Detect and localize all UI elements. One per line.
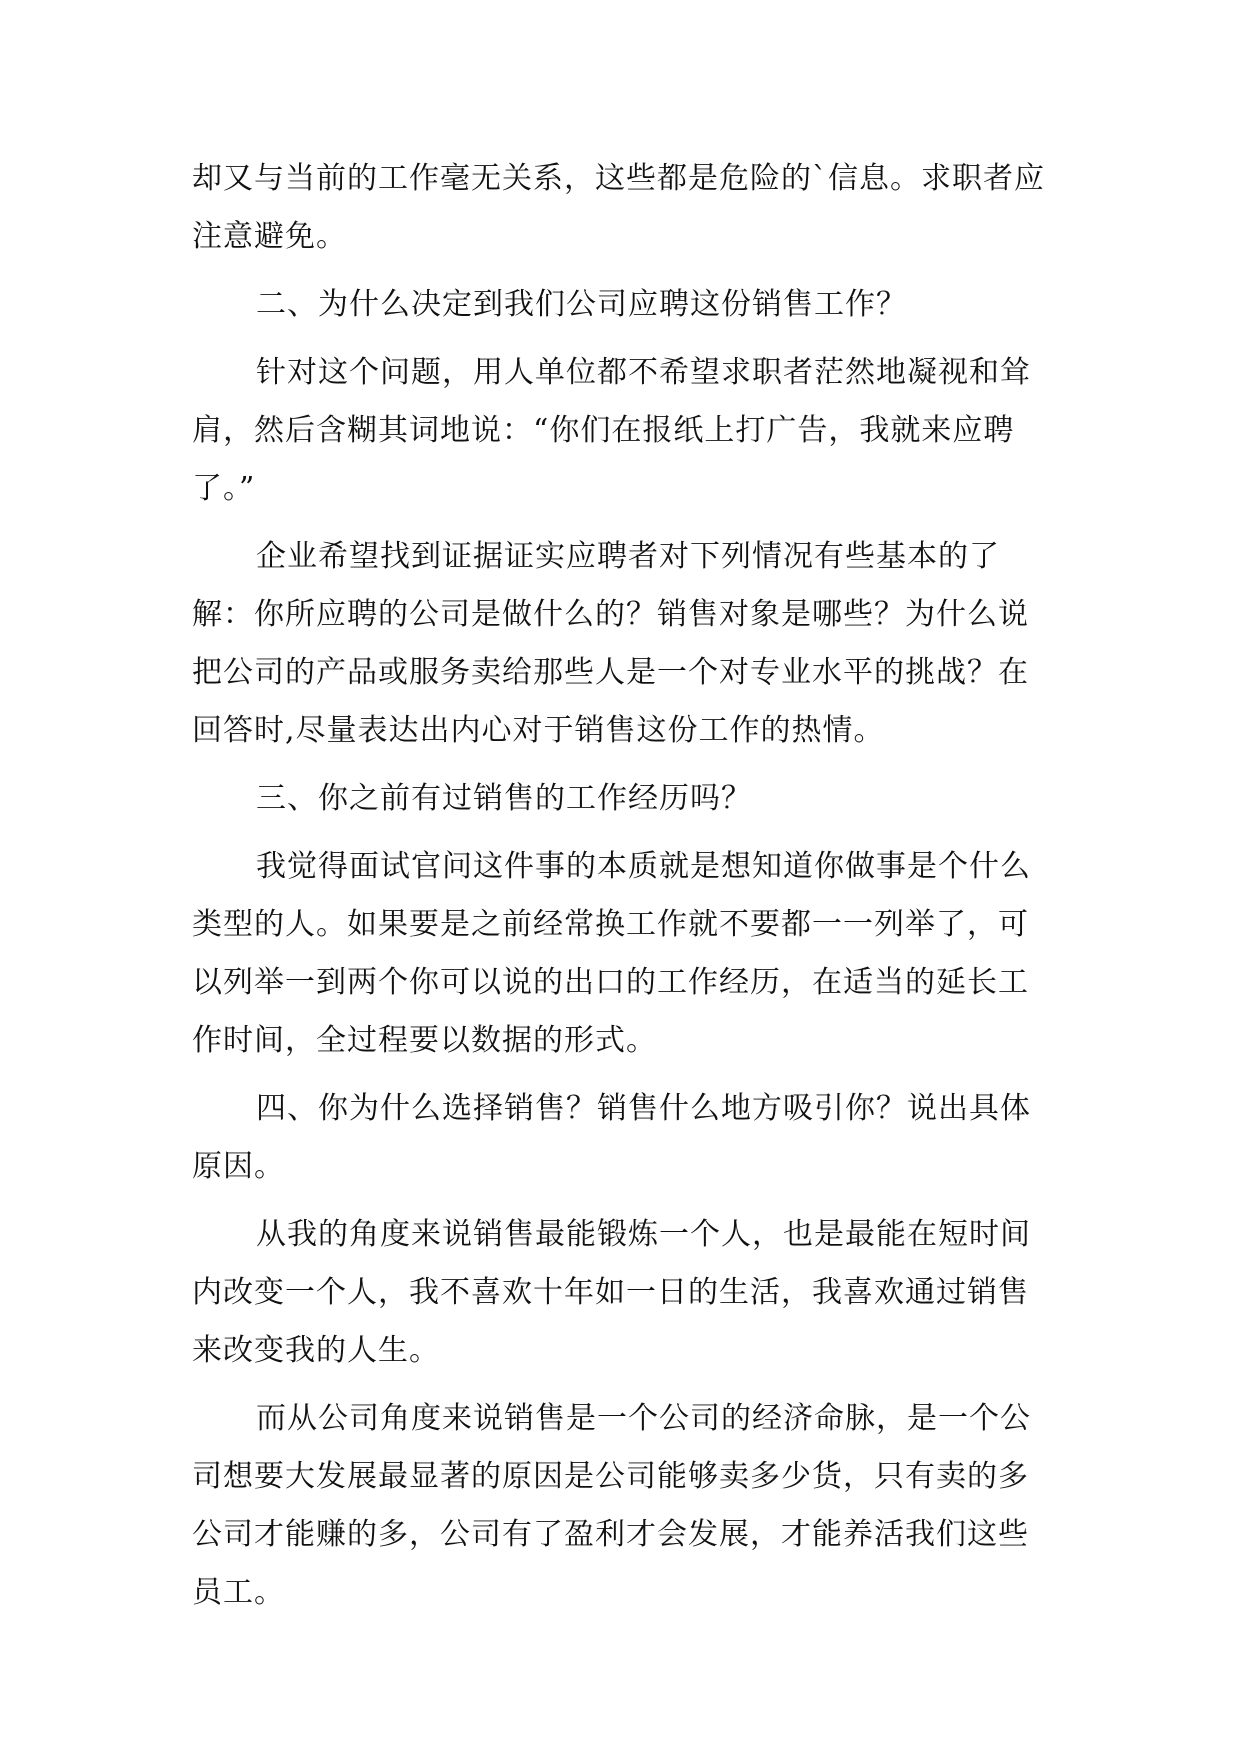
paragraph-answer-4b: 而从公司角度来说销售是一个公司的经济命脉，是一个公司想要大发展最显著的原因是公司能够卖多少货，只有卖的多公司才能赚的多，公司有了盈利才会发展，才能养活我们这些员工。 [192, 1401, 1031, 1610]
question-heading-4: 四、你为什么选择销售？销售什么地方吸引你？说出具体原因。 [192, 1091, 1031, 1184]
question-heading-3: 三、你之前有过销售的工作经历吗？ [256, 781, 752, 816]
paragraph-answer-3: 我觉得面试官问这件事的本质就是想知道你做事是个什么类型的人。如果要是之前经常换工作就不要都一一列举了，可以列举一到两个你可以说的出口的工作经历，在适当的延长工作时间，全过程要以数据的形式。 [192, 849, 1031, 1058]
paragraph-answer-2b: 企业希望找到证据证实应聘者对下列情况有些基本的了解：你所应聘的公司是做什么的？销售对象是哪些？为什么说把公司的产品或服务卖给那些人是一个对专业水平的挑战？在回答时,尽量表达出内心对于销售这份工作的热情。 [192, 539, 1029, 748]
paragraph-answer-2a: 针对这个问题，用人单位都不希望求职者茫然地凝视和耸肩，然后含糊其词地说：“你们在报纸上打广告，我就来应聘了。” [192, 355, 1031, 506]
paragraph-answer-4a: 从我的角度来说销售最能锻炼一个人，也是最能在短时间内改变一个人，我不喜欢十年如一日的生活，我喜欢通过销售来改变我的人生。 [192, 1217, 1031, 1368]
paragraph-continuation: 却又与当前的工作毫无关系，这些都是危险的`信息。求职者应注意避免。 [192, 161, 1045, 254]
document-body [192, 150, 1054, 1632]
question-heading-2: 二、为什么决定到我们公司应聘这份销售工作？ [256, 287, 907, 322]
